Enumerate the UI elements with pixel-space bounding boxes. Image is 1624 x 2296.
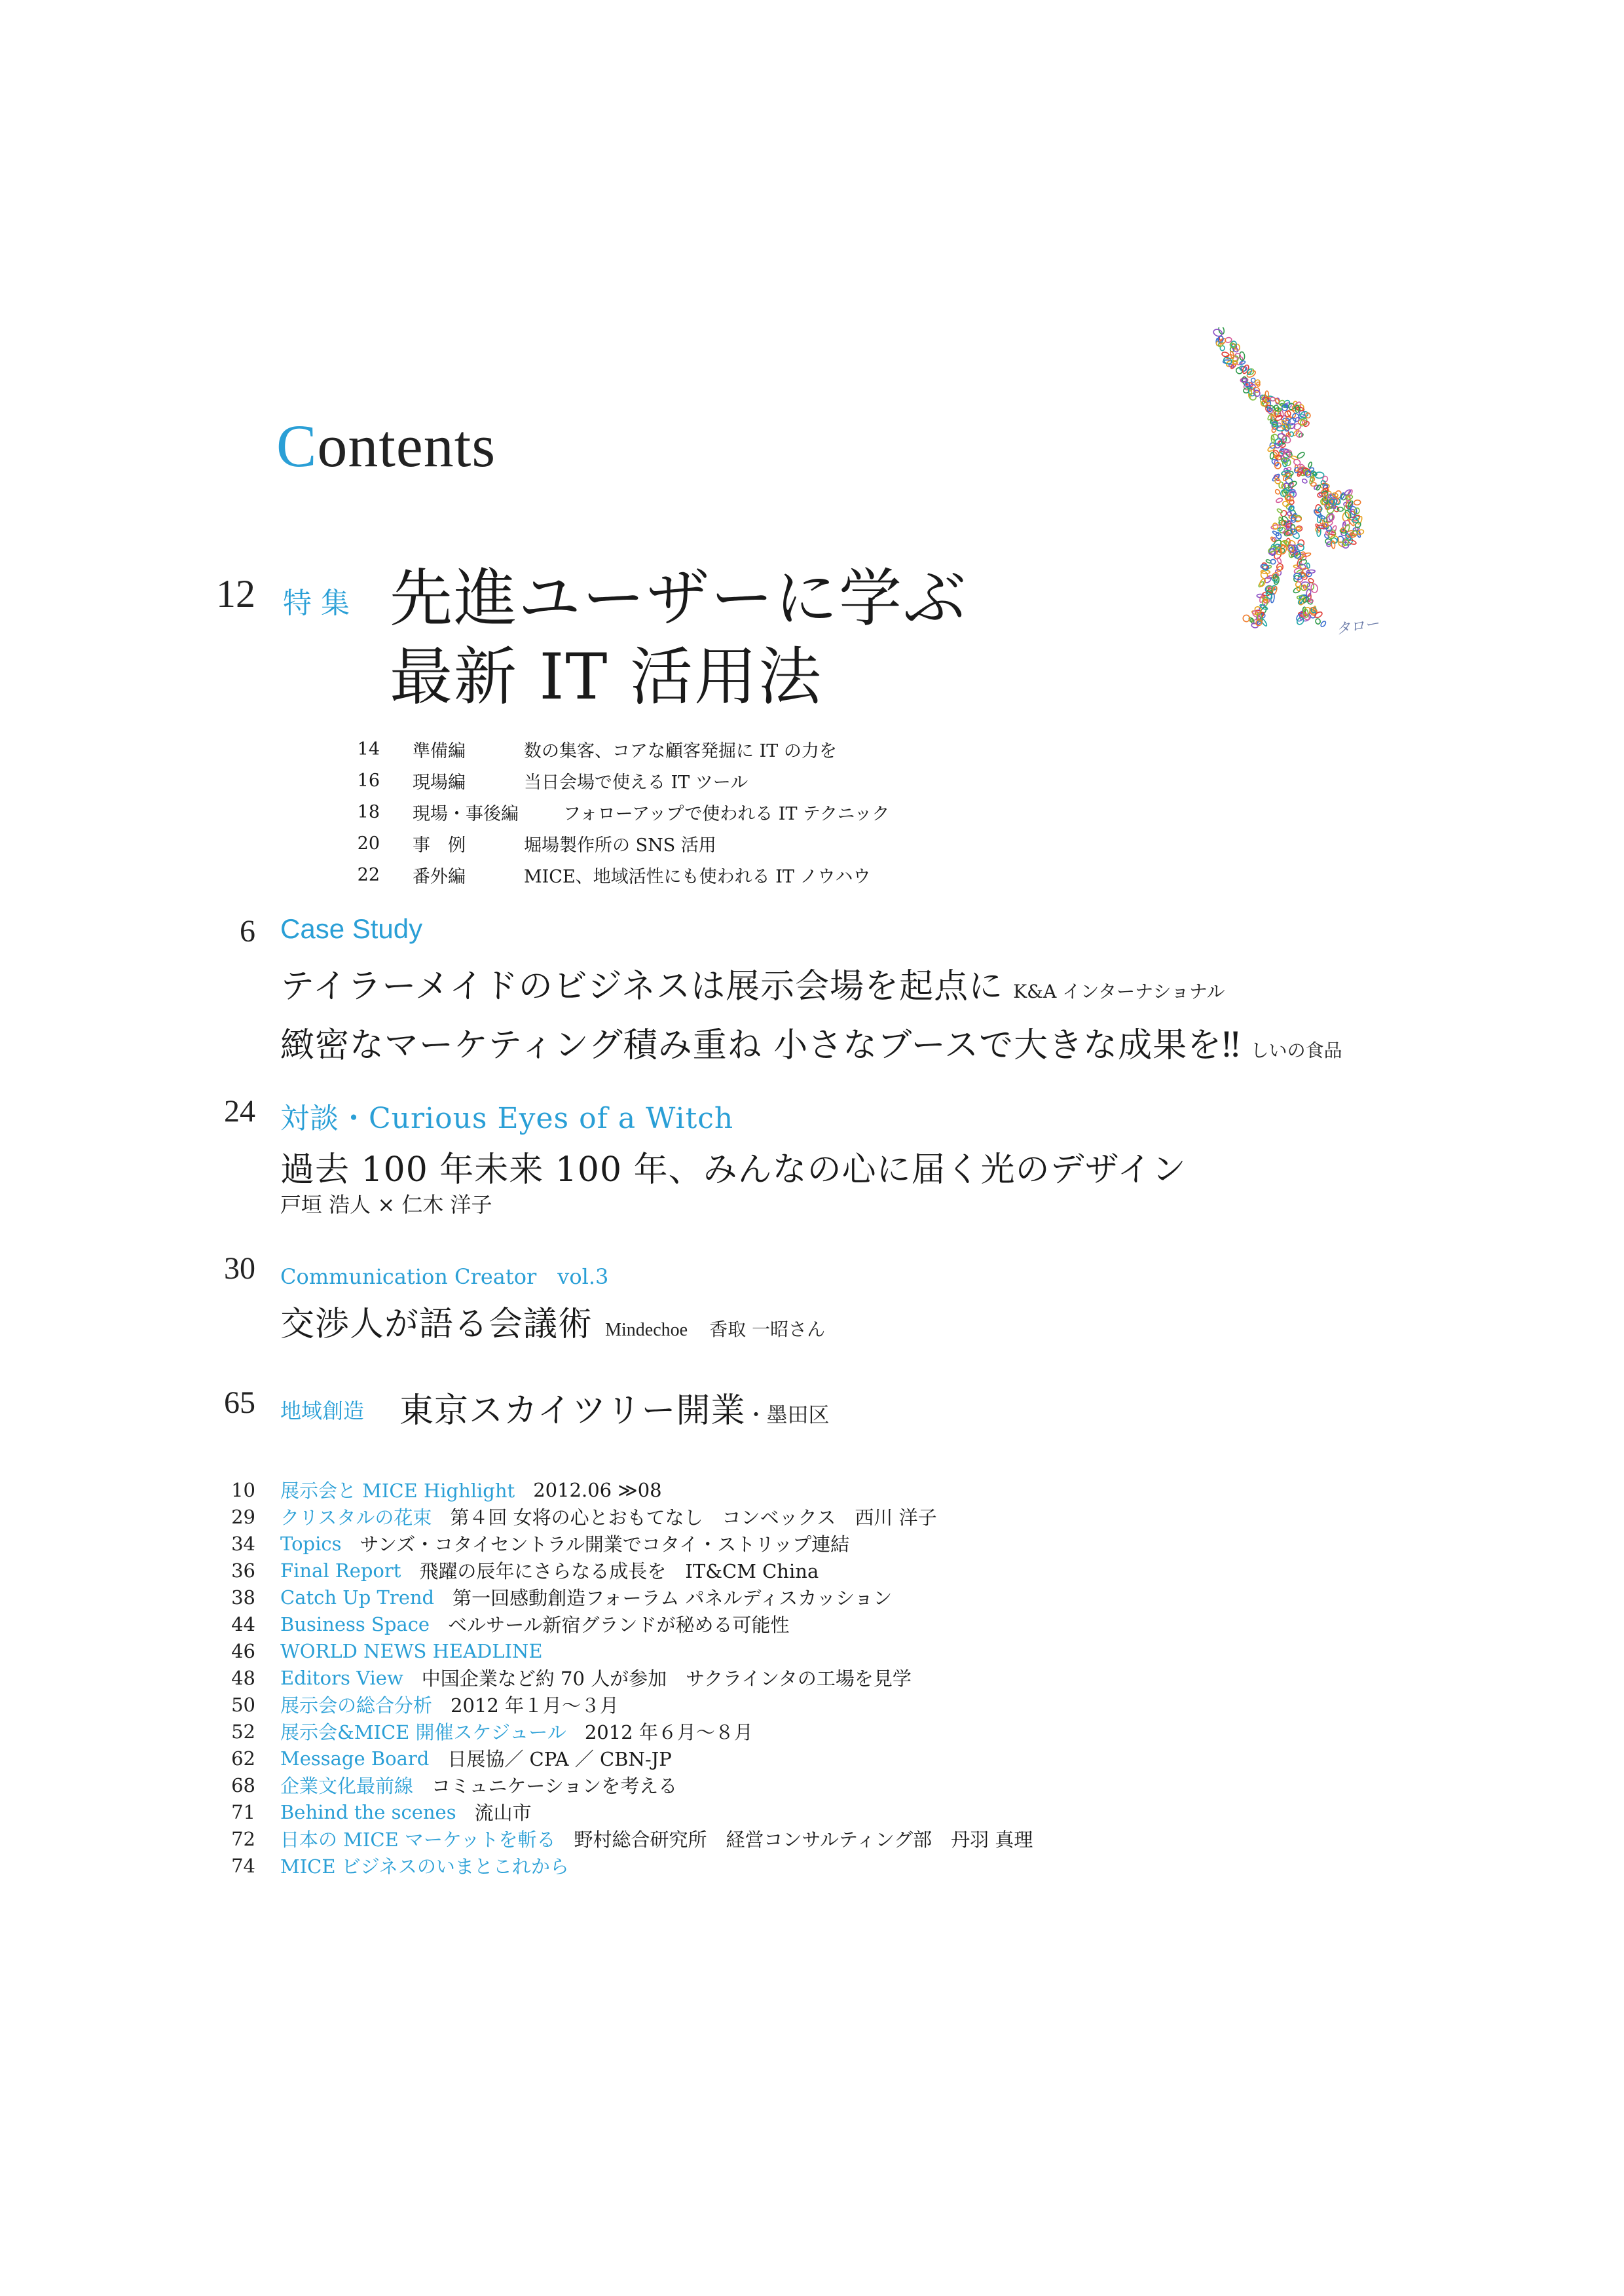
- case-study-item[interactable]: [280, 958, 1225, 1008]
- list-item-title: Editors View: [280, 1666, 403, 1689]
- list-item-page: 36: [231, 1559, 255, 1582]
- case-study-company: K&A インターナショナル: [1013, 981, 1225, 1002]
- sub-item-page: 16: [357, 770, 380, 791]
- local-page-number: 65: [224, 1385, 255, 1420]
- list-item[interactable]: [196, 1584, 1033, 1611]
- list-item-page: 34: [231, 1532, 255, 1555]
- sub-item-desc: MICE、地域活性にも使われる IT ノウハウ: [524, 866, 871, 887]
- figure-loop: [1274, 488, 1280, 494]
- list-item-page: 71: [231, 1800, 255, 1823]
- communication-label: Communication Creator vol.3: [280, 1264, 609, 1289]
- list-item-title: 展示会&MICE 開催スケジュール: [280, 1721, 566, 1743]
- communication-person: 香取 一昭さん: [709, 1319, 826, 1340]
- list-item-desc: ベルサール新宿グランドが秘める可能性: [448, 1614, 790, 1636]
- figure-loop: [1282, 515, 1290, 524]
- case-study-label: Case Study: [280, 913, 423, 944]
- case-study-title: テイラーメイドのビジネスは展示会場を起点に: [280, 967, 1004, 1006]
- list-item-title: 展示会と MICE Highlight: [280, 1480, 515, 1502]
- list-item-page: 44: [231, 1613, 255, 1635]
- list-item-page: 10: [231, 1478, 255, 1501]
- list-item-page: 74: [231, 1854, 255, 1877]
- feature-title-line1: 先進ユーザーに学ぶ: [390, 562, 967, 635]
- figure-loop: [1309, 599, 1314, 603]
- feature-label: 特集: [283, 587, 359, 620]
- list-item[interactable]: [196, 1664, 1033, 1691]
- list-item-desc: 第４回 女将の心とおもてなし コンベックス 西川 洋子: [450, 1506, 937, 1529]
- list-item[interactable]: [196, 1503, 1033, 1530]
- figure-loop: [1296, 586, 1301, 591]
- list-item[interactable]: [196, 1718, 1033, 1745]
- figure-loop: [1302, 479, 1308, 484]
- figure-loop: [1276, 557, 1282, 564]
- list-item-page: 38: [231, 1586, 255, 1609]
- figure-loop: [1297, 451, 1306, 459]
- list-item-desc: 第一回感動創造フォーラム パネルディスカッション: [452, 1587, 893, 1609]
- list-item[interactable]: [196, 1825, 1033, 1852]
- page-title: [276, 411, 496, 481]
- communication-item[interactable]: [280, 1296, 825, 1345]
- sub-item-page: 18: [357, 801, 380, 822]
- list-item[interactable]: [196, 1530, 1033, 1557]
- sub-item-category: 事 例: [413, 835, 466, 856]
- list-item-desc: 日展協／ CPA ／ CBN-JP: [447, 1748, 672, 1770]
- list-item-title: クリスタルの花束: [280, 1506, 432, 1529]
- feature-page-number: 12: [216, 572, 255, 615]
- list-item-page: 68: [231, 1774, 255, 1796]
- local-item[interactable]: [399, 1383, 829, 1432]
- sub-item[interactable]: [327, 733, 889, 765]
- sub-item-category: 準備編: [413, 740, 466, 761]
- figure-loop: [1270, 452, 1274, 460]
- list-item-title: 展示会の総合分析: [280, 1694, 433, 1717]
- sub-item[interactable]: [327, 796, 889, 828]
- sub-item-category: 現場編: [413, 772, 466, 793]
- communication-page-number: 30: [224, 1251, 255, 1286]
- list-item-title: Message Board: [280, 1747, 430, 1770]
- communication-company: Mindechoe: [605, 1320, 688, 1340]
- figure-loop: [1320, 621, 1327, 628]
- case-study-title: 緻密なマーケティング積み重ね 小さなブースで大きな成果を‼: [280, 1026, 1241, 1065]
- talk-names: 戸垣 浩人 × 仁木 洋子: [280, 1192, 492, 1217]
- list-item-title: Topics: [280, 1532, 342, 1555]
- list-item-title: Final Report: [280, 1559, 401, 1582]
- sub-item-desc: 堀場製作所の SNS 活用: [524, 835, 716, 856]
- figure-loop: [1337, 507, 1343, 511]
- list-item[interactable]: [196, 1637, 1033, 1664]
- title-rest: ontents: [317, 412, 496, 479]
- figure-loop: [1315, 618, 1321, 625]
- figure-loop: [1276, 498, 1283, 503]
- list-item[interactable]: [196, 1557, 1033, 1584]
- sub-item-page: 14: [357, 738, 380, 759]
- list-item-page: 50: [231, 1693, 255, 1716]
- other-contents-list: [196, 1476, 1033, 1879]
- figure-loop: [1276, 508, 1283, 513]
- talk-label: 対談・Curious Eyes of a Witch: [280, 1102, 734, 1135]
- feature-title-line2: 最新 IT 活用法: [390, 640, 822, 714]
- local-title: 東京スカイツリー開業: [399, 1391, 746, 1430]
- illustration-signature: タロー: [1335, 615, 1380, 638]
- list-item-desc: 飛躍の辰年にさらなる成長を IT&CM China: [419, 1560, 819, 1582]
- list-item-desc: 2012.06 ≫08: [533, 1478, 662, 1501]
- sub-item-category: 現場・事後編: [413, 803, 519, 824]
- figure-loop: [1326, 505, 1336, 514]
- sub-item-desc: フォローアップで使われる IT テクニック: [563, 803, 890, 824]
- list-item-title: MICE ビジネスのいまとこれから: [280, 1855, 569, 1878]
- figure-loop: [1310, 483, 1316, 487]
- figure-loop: [1257, 382, 1260, 386]
- figure-loop: [1310, 583, 1318, 593]
- talk-title[interactable]: 過去 100 年未来 100 年、みんなの心に届く光のデザイン: [280, 1150, 1187, 1190]
- list-item-desc: サンズ・コタイセントラル開業でコタイ・ストリップ連結: [360, 1533, 850, 1556]
- communication-title: 交渉人が語る会議術: [280, 1305, 593, 1344]
- list-item-desc: コミュニケーションを考える: [432, 1775, 678, 1797]
- figure-drawing-icon: [1205, 327, 1421, 655]
- sub-item-page: 22: [357, 864, 380, 885]
- sub-item[interactable]: [327, 828, 889, 859]
- list-item-desc: 流山市: [474, 1802, 532, 1824]
- list-item-desc: 野村総合研究所 経営コンサルティング部 丹羽 真理: [574, 1829, 1033, 1851]
- figure-loop: [1282, 501, 1289, 507]
- figure-loop: [1306, 570, 1315, 574]
- list-item[interactable]: [196, 1611, 1033, 1637]
- list-item-page: 46: [231, 1639, 255, 1662]
- list-item-title: 企業文化最前線: [280, 1775, 414, 1797]
- list-item[interactable]: [196, 1798, 1033, 1825]
- list-item-desc: 2012 年１月～３月: [451, 1694, 619, 1717]
- title-initial: C: [276, 412, 318, 479]
- list-item-title: WORLD NEWS HEADLINE: [280, 1639, 543, 1662]
- sub-item[interactable]: [327, 765, 889, 796]
- figure-loop: [1282, 472, 1291, 482]
- list-item-title: Business Space: [280, 1613, 430, 1635]
- list-item-page: 72: [231, 1827, 255, 1850]
- list-item[interactable]: [196, 1852, 1033, 1879]
- figure-loop: [1259, 578, 1266, 587]
- figure-drawing: [1205, 327, 1421, 655]
- list-item[interactable]: [196, 1772, 1033, 1798]
- list-item-page: 29: [231, 1505, 255, 1528]
- local-area: ・墨田区: [745, 1402, 830, 1427]
- list-item-desc: 2012 年６月～８月: [584, 1721, 753, 1743]
- figure-loop: [1302, 553, 1311, 558]
- list-item-page: 52: [231, 1720, 255, 1743]
- case-study-item[interactable]: [280, 1017, 1342, 1066]
- figure-loop: [1308, 462, 1312, 467]
- local-label: 地域創造: [280, 1398, 365, 1423]
- case-study-page-number: 6: [240, 914, 255, 949]
- list-item-page: 48: [231, 1666, 255, 1689]
- figure-loop: [1239, 360, 1246, 365]
- list-item-page: 62: [231, 1747, 255, 1770]
- figure-loop: [1342, 512, 1350, 521]
- list-item-desc: 中国企業など約 70 人が参加 サクラインタの工場を見学: [421, 1667, 912, 1690]
- sub-item-category: 番外編: [413, 866, 466, 887]
- sub-item-page: 20: [357, 833, 380, 854]
- list-item-title: Behind the scenes: [280, 1800, 456, 1823]
- sub-item-desc: 当日会場で使える IT ツール: [524, 772, 748, 793]
- list-item[interactable]: [196, 1476, 1033, 1503]
- list-item-title: 日本の MICE マーケットを斬る: [280, 1829, 556, 1851]
- case-study-company: しいの食品: [1250, 1040, 1342, 1061]
- list-item[interactable]: [196, 1745, 1033, 1772]
- figure-loop: [1354, 500, 1361, 505]
- sub-item-desc: 数の集客、コアな顧客発掘に IT の力を: [524, 740, 837, 761]
- list-item-title: Catch Up Trend: [280, 1586, 435, 1609]
- feature-sub-list: [327, 733, 889, 890]
- figure-loop: [1306, 563, 1310, 569]
- list-item[interactable]: [196, 1691, 1033, 1718]
- figure-loop: [1221, 352, 1229, 357]
- sub-item[interactable]: [327, 859, 889, 890]
- figure-loop: [1291, 517, 1296, 522]
- talk-page-number: 24: [224, 1094, 255, 1129]
